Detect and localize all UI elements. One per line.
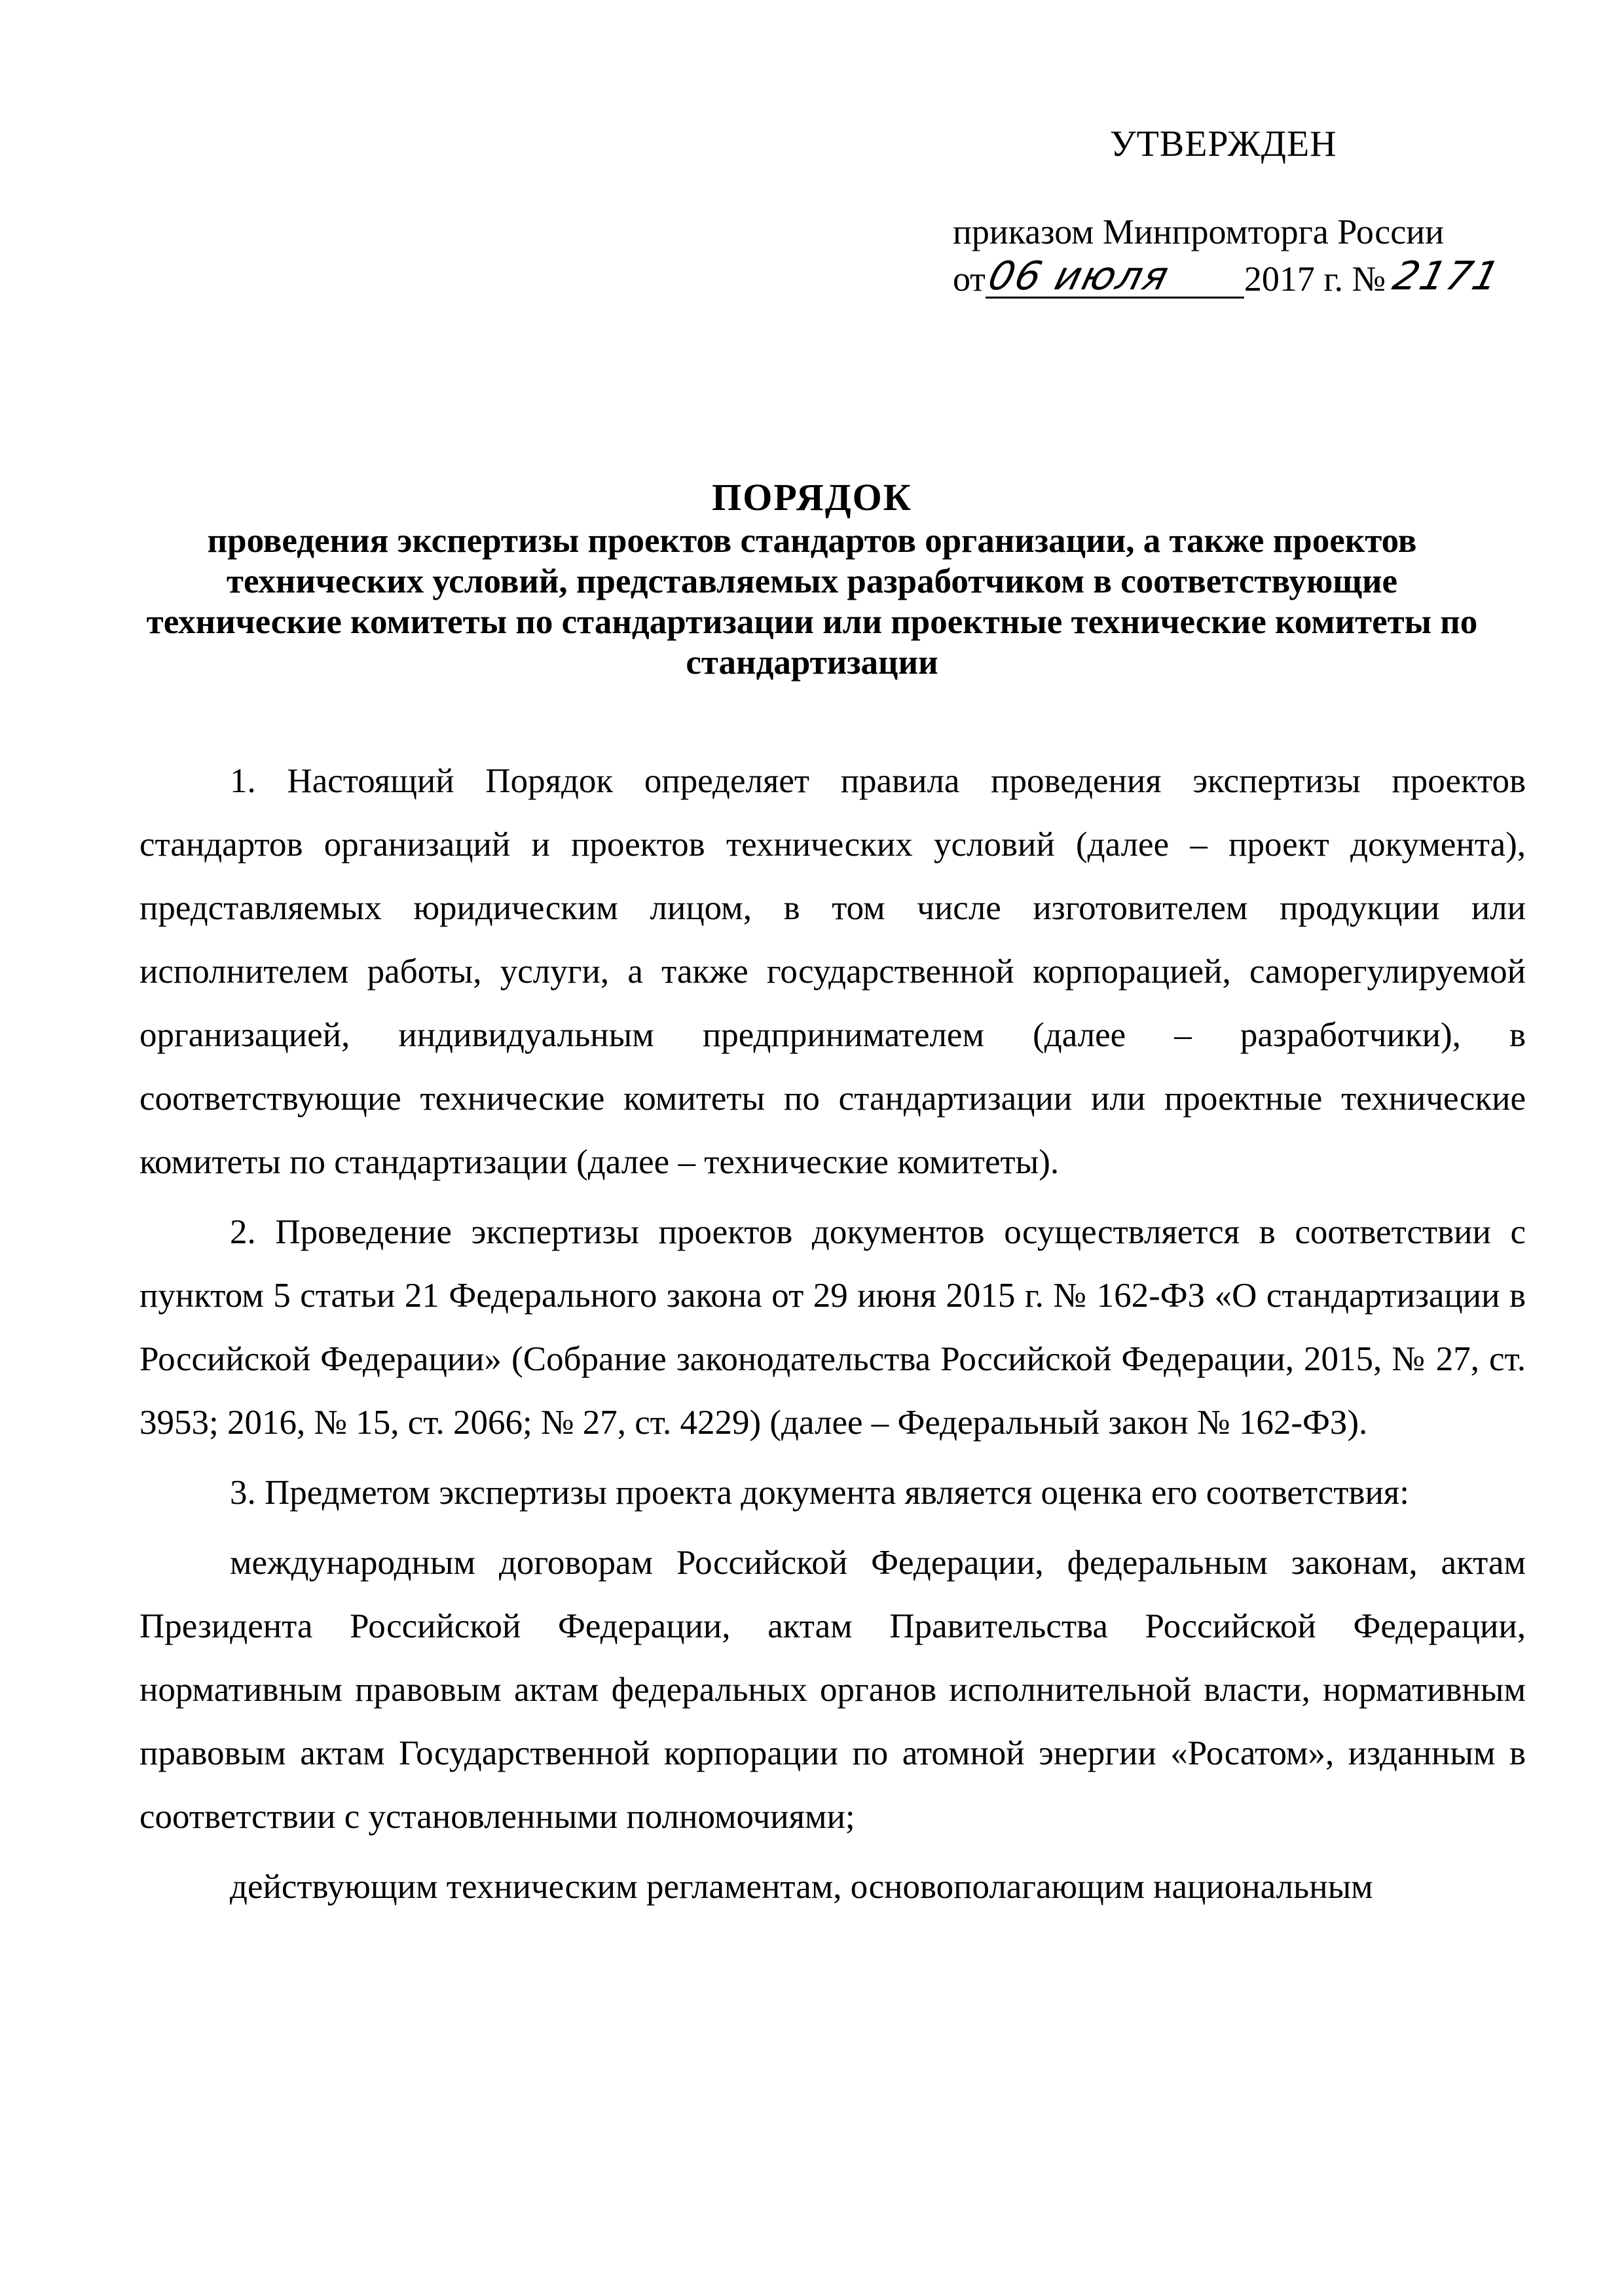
paragraph-2: 2. Проведение экспертизы проектов документов осуществляется в соответствии с пунктом 5 статьи 21 Федерального закона от 29 июня 2015 г. № 162-ФЗ «О стандартизации в Российской Федерации» (Собрание законодательства Российской Федерации, 2015, № 27, ст. 3953; 2016, № 15, ст. 2066; № 27, ст. 4229) (далее – Федеральный закон № 162-ФЗ). [139,1213,1526,1442]
year-and-number-label: 2017 г. № [1244,259,1386,299]
document-heading: ПОРЯДОК [712,476,912,519]
paragraph-3: 3. Предметом экспертизы проекта документа является оценка его соответствия: [230,1474,1409,1512]
title-block [131,475,1493,683]
paragraph-3-item-2: действующим техническим регламентам, основополагающим национальным [230,1868,1373,1906]
document-subtitle: проведения экспертизы проектов стандартов организации, а также проектов технических условий, представляемых разработчиком в соответствующие технические комитеты по стандартизации или проектные технические комитеты по стандартизации [146,522,1478,682]
order-date-line [953,253,1542,299]
handwritten-date: 06 июля [984,253,1174,299]
paragraph-1: 1. Настоящий Порядок определяет правила проведения экспертизы проектов стандартов организаций и проектов технических условий (далее – проект документа), представляемых юридическим лицом, в том числе изготовителем продукции или исполнителем работы, услуги, а также государственной корпорацией, саморегулируемой организацией, индивидуальным предпринимателем (далее – разработчики), в соответствующие технические комитеты по стандартизации или проектные технические комитеты по стандартизации (далее – технические комитеты). [139,762,1526,1181]
date-field [984,253,1244,299]
document-body [139,750,1526,1919]
order-by-line: приказом Минпромторга России [953,212,1444,251]
handwritten-number: 2171 [1388,253,1505,299]
date-prefix: от [953,259,986,299]
number-field [1388,253,1505,299]
approved-label: УТВЕРЖДЕН [1110,124,1337,164]
paragraph-3-item-1: международным договорам Российской Федерации, федеральным законам, актам Президента Российской Федерации, актам Правительства Российской Федерации, нормативным правовым актам федеральных органов исполнительной власти, нормативным правовым актам Государственной корпорации по атомной энергии «Росатом», изданным в соответствии с установленными полномочиями; [139,1544,1526,1836]
approval-stamp-block [953,124,1542,299]
